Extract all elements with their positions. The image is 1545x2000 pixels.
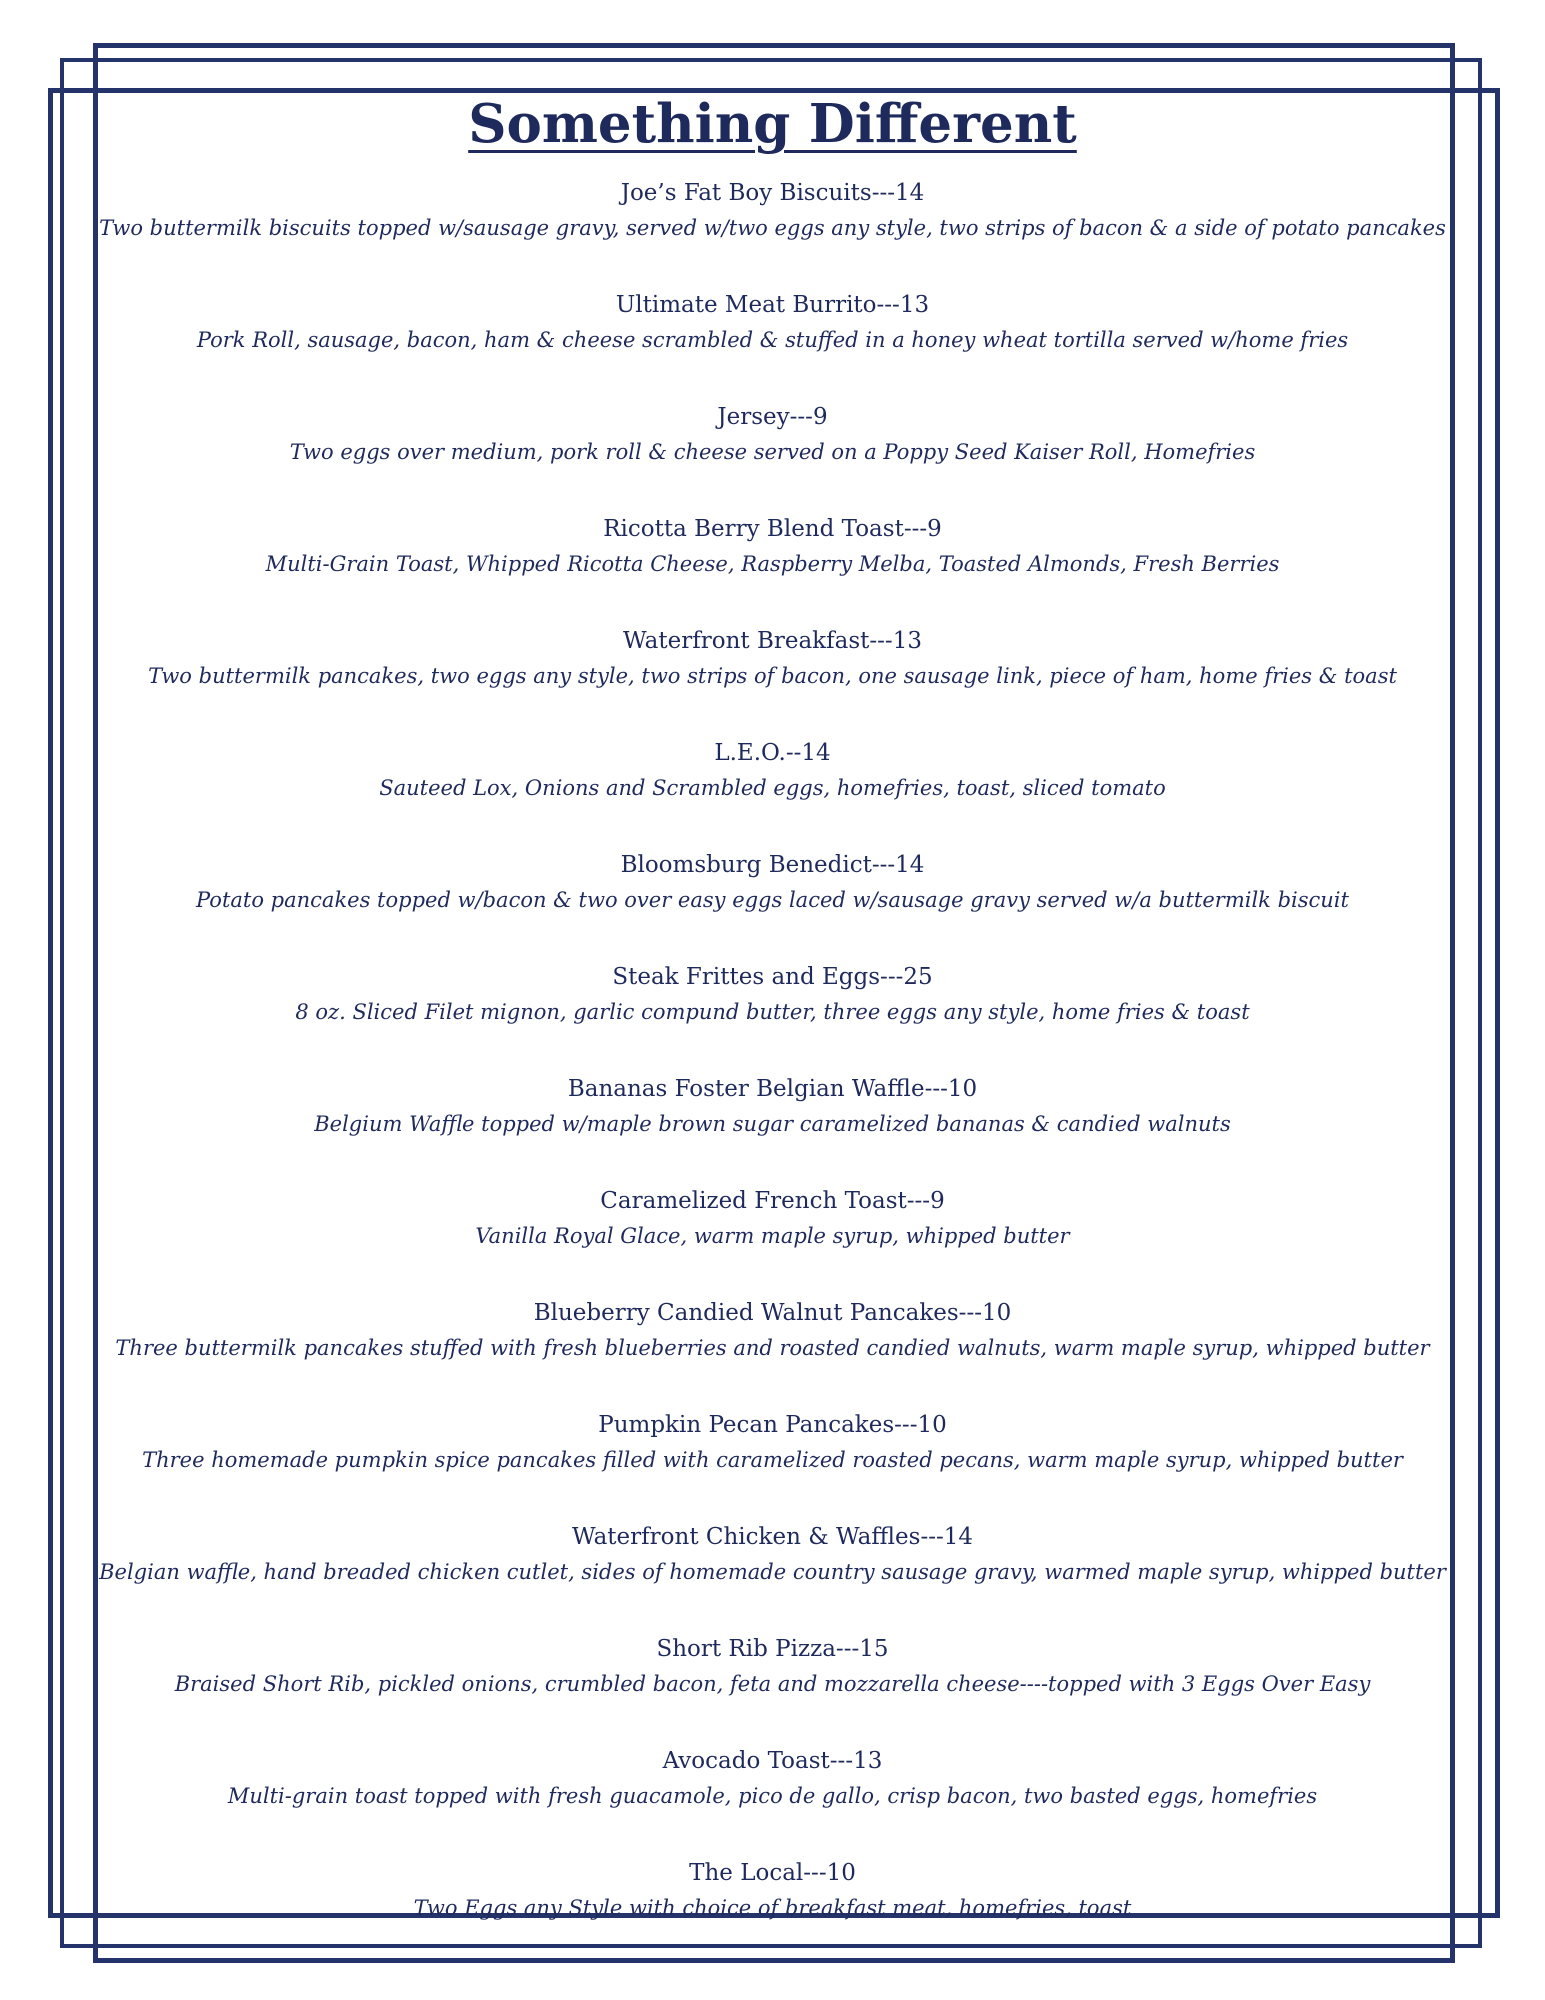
- menu-item-name: Ultimate Meat Burrito---13: [615, 292, 930, 318]
- menu-item: [70, 1632, 1475, 1702]
- menu-item-name: Pumpkin Pecan Pancakes---10: [598, 1412, 947, 1438]
- menu-item: [70, 512, 1475, 582]
- menu-item-description: Potato pancakes topped w/bacon & two over easy eggs laced w/sausage gravy served w/a buttermilk biscuit: [196, 888, 1349, 912]
- menu-item: [70, 624, 1475, 694]
- menu-item-name: L.E.O.--14: [714, 740, 831, 766]
- menu-item-name: Caramelized French Toast---9: [600, 1188, 945, 1214]
- menu-item-description: Two eggs over medium, pork roll & cheese served on a Poppy Seed Kaiser Roll, Homefries: [289, 440, 1256, 464]
- menu-item: [70, 1296, 1475, 1366]
- menu-item: [70, 1744, 1475, 1814]
- menu-content: [70, 90, 1475, 1968]
- menu-item-name: The Local---10: [689, 1860, 856, 1886]
- menu-item-name: Short Rib Pizza---15: [656, 1636, 889, 1662]
- menu-item: [70, 960, 1475, 1030]
- menu-item-name: Bloomsburg Benedict---14: [620, 852, 925, 878]
- menu-item-description: Vanilla Royal Glace, warm maple syrup, whipped butter: [475, 1224, 1070, 1248]
- menu-item-description: Sauteed Lox, Onions and Scrambled eggs, homefries, toast, sliced tomato: [379, 776, 1166, 800]
- menu-item: [70, 1520, 1475, 1590]
- menu-item: [70, 1856, 1475, 1926]
- menu-item-description: Two buttermilk biscuits topped w/sausage gravy, served w/two eggs any style, two strips of bacon & a side of potato pancakes: [99, 216, 1446, 240]
- menu-item: [70, 848, 1475, 918]
- menu-item-description: Braised Short Rib, pickled onions, crumbled bacon, feta and mozzarella cheese----topped with 3 Eggs Over Easy: [174, 1672, 1371, 1696]
- menu-item-description: Three buttermilk pancakes stuffed with fresh blueberries and roasted candied walnuts, warm maple syrup, whipped butter: [115, 1336, 1430, 1360]
- menu-item: [70, 288, 1475, 358]
- menu-item-description: Multi-grain toast topped with fresh guacamole, pico de gallo, crisp bacon, two basted eggs, homefries: [227, 1784, 1318, 1808]
- menu-item-description: 8 oz. Sliced Filet mignon, garlic compund butter, three eggs any style, home fries & toast: [295, 1000, 1250, 1024]
- menu-item-name: Ricotta Berry Blend Toast---9: [603, 516, 942, 542]
- menu-item-name: Waterfront Chicken & Waffles---14: [571, 1524, 974, 1550]
- menu-item-name: Bananas Foster Belgian Waffle---10: [567, 1076, 978, 1102]
- menu-item-description: Belgium Waffle topped w/maple brown sugar caramelized bananas & candied walnuts: [314, 1112, 1231, 1136]
- menu-item-name: Avocado Toast---13: [662, 1748, 883, 1774]
- menu-item-description: Two buttermilk pancakes, two eggs any style, two strips of bacon, one sausage link, piece of ham, home fries & toast: [148, 664, 1397, 688]
- menu-item-description: Belgian waffle, hand breaded chicken cutlet, sides of homemade country sausage gravy, warmed maple syrup, whipped butter: [99, 1560, 1446, 1584]
- menu-item-name: Blueberry Candied Walnut Pancakes---10: [533, 1300, 1012, 1326]
- menu-item: [70, 1408, 1475, 1478]
- menu-item-name: Jersey---9: [717, 404, 828, 430]
- menu-item-name: Waterfront Breakfast---13: [623, 628, 922, 654]
- menu-item-name: Steak Frittes and Eggs---25: [612, 964, 933, 990]
- menu-item-description: Pork Roll, sausage, bacon, ham & cheese scrambled & stuffed in a honey wheat tortilla served w/home fries: [196, 328, 1349, 352]
- menu-item: [70, 1184, 1475, 1254]
- menu-item-description: Two Eggs any Style with choice of breakfast meat, homefries, toast: [413, 1896, 1132, 1920]
- menu-item: [70, 736, 1475, 806]
- menu-title: Something Different: [468, 93, 1077, 155]
- menu-item: [70, 1072, 1475, 1142]
- menu-item: [70, 176, 1475, 246]
- menu-item-name: Joe’s Fat Boy Biscuits---14: [620, 180, 925, 206]
- menu-item: [70, 400, 1475, 470]
- menu-item-description: Three homemade pumpkin spice pancakes filled with caramelized roasted pecans, warm maple syrup, whipped butter: [142, 1448, 1403, 1472]
- menu-item-description: Multi-Grain Toast, Whipped Ricotta Cheese, Raspberry Melba, Toasted Almonds, Fresh Berries: [265, 552, 1280, 576]
